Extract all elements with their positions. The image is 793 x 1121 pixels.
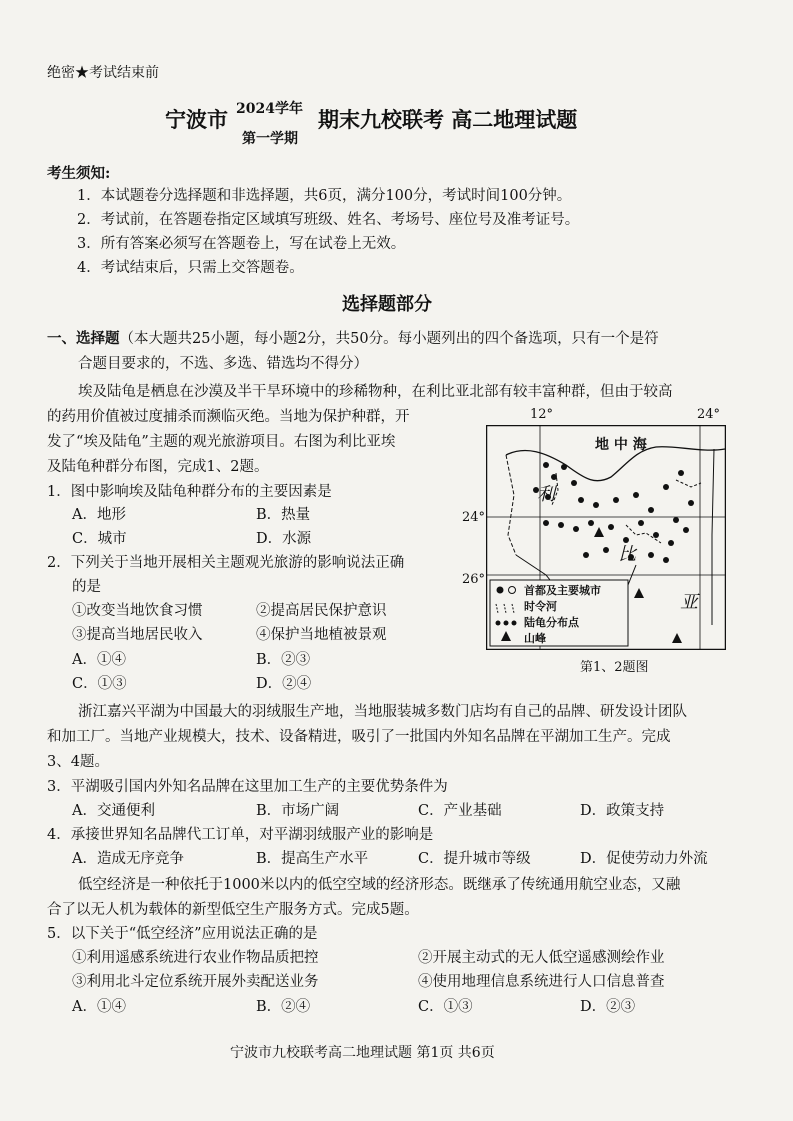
q1-option-a: A．地形 xyxy=(72,507,126,523)
passage-line: 及陆龟种群分布图，完成1、2题。 xyxy=(47,459,269,475)
notice-item: 4．考试结束后，只需上交答题卷。 xyxy=(77,260,304,276)
passage-line: 和加工厂。当地产业规模大，技术、设备精进，吸引了一批国内外知名品牌在平湖加工生产。完成 xyxy=(47,729,671,745)
title-semester: 第一学期 xyxy=(242,131,298,147)
title-city: 宁波市 xyxy=(165,107,228,132)
question-5-stem: 5．以下关于“低空经济”应用说法正确的是 xyxy=(47,926,318,942)
map-sea-label: 地 中 海 xyxy=(595,437,647,453)
question-3-stem: 3．平湖吸引国内外知名品牌在这里加工生产的主要优势条件为 xyxy=(47,779,448,795)
part-heading: 一、选择题 xyxy=(47,330,120,347)
passage-line: 浙江嘉兴平湖为中国最大的羽绒服生产地，当地服装城多数门店均有自己的品牌、研发设计团队 xyxy=(78,704,687,720)
part-desc: （本大题共25小题，每小题2分，共50分。每小题列出的四个备选项，只有一个是符 xyxy=(119,331,659,347)
q5-option-b: B．②④ xyxy=(256,999,311,1015)
legend-tortoise: 陆龟分布点 xyxy=(524,616,579,629)
q4-option-c: C．提升城市等级 xyxy=(418,851,531,867)
q1-option-c: C．城市 xyxy=(72,531,127,547)
q2-statement-3: ③提高当地居民收入 xyxy=(72,627,203,643)
q3-option-b: B．市场广阔 xyxy=(256,803,340,819)
q4-option-a: A．造成无序竞争 xyxy=(72,851,184,867)
q3-option-d: D．政策支持 xyxy=(580,803,665,819)
passage-line: 低空经济是一种依托于1000米以内的低空空域的经济形态。既继承了传统通用航空业态，又融 xyxy=(78,877,681,893)
map-country-char-1: 利 xyxy=(537,484,555,505)
notice-item: 2．考试前，在答题卷指定区域填写班级、姓名、考场号、座位号及准考证号。 xyxy=(77,212,580,228)
map-lat-26: 26° xyxy=(462,572,486,587)
q1-option-b: B．热量 xyxy=(256,507,311,523)
passage-line: 3、4题。 xyxy=(47,754,109,770)
q2-option-a: A．①④ xyxy=(72,652,126,668)
map-country-char-3: 亚 xyxy=(680,592,698,613)
part-desc-cont: 合题目要求的，不选、多选、错选均不得分） xyxy=(78,356,368,372)
question-1-stem: 1．图中影响埃及陆龟种群分布的主要因素是 xyxy=(47,484,332,500)
legend-peak: 山峰 xyxy=(524,632,546,645)
q2-statement-2: ②提高居民保护意识 xyxy=(256,603,387,619)
passage-line: 的药用价值被过度捕杀而濒临灭绝。当地为保护种群，开 xyxy=(47,409,410,425)
q5-statement-1: ①利用遥感系统进行农业作物品质把控 xyxy=(72,950,319,966)
q1-option-d: D．水源 xyxy=(256,531,312,547)
page-footer: 宁波市九校联考高二地理试题 第1页 共6页 xyxy=(230,1045,495,1061)
passage-line: 埃及陆龟是栖息在沙漠及半干旱环境中的珍稀物种，在利比亚北部有较丰富种群，但由于较高 xyxy=(78,384,673,400)
q3-option-a: A．交通便利 xyxy=(72,803,155,819)
q4-option-d: D．促使劳动力外流 xyxy=(580,851,708,867)
notice-item: 3．所有答案必须写在答题卷上，写在试卷上无效。 xyxy=(77,236,406,252)
legend-river: 时令河 xyxy=(524,600,557,613)
figure-caption: 第1、2题图 xyxy=(580,660,649,675)
confidential-label: 绝密★考试结束前 xyxy=(47,65,159,81)
q2-option-d: D．②④ xyxy=(256,676,312,692)
section-title: 选择题部分 xyxy=(342,294,432,315)
notice-item: 1．本试题卷分选择题和非选择题，共6页，满分100分，考试时间100分钟。 xyxy=(77,188,572,204)
passage-line: 发了“埃及陆龟”主题的观光旅游项目。右图为利比亚埃 xyxy=(47,434,396,450)
map-country-char-2: 比 xyxy=(618,544,636,565)
q5-statement-4: ④使用地理信息系统进行人口信息普查 xyxy=(418,974,665,990)
q2-option-b: B．②③ xyxy=(256,652,311,668)
q3-option-c: C．产业基础 xyxy=(418,803,502,819)
title-year: 2024学年 xyxy=(236,101,303,117)
q5-option-a: A．①④ xyxy=(72,999,126,1015)
part-heading-line xyxy=(47,327,659,348)
passage-line: 合了以无人机为载体的新型低空生产服务方式。完成5题。 xyxy=(47,902,419,918)
page-title: 期末九校联考 高二地理试题 xyxy=(318,107,578,132)
libya-tortoise-map xyxy=(486,425,726,650)
q5-statement-3: ③利用北斗定位系统开展外卖配送业务 xyxy=(72,974,319,990)
question-2-stem-cont: 的是 xyxy=(72,579,101,595)
question-2-stem: 2．下列关于当地开展相关主题观光旅游的影响说法正确 xyxy=(47,555,405,571)
q2-statement-1: ①改变当地饮食习惯 xyxy=(72,603,203,619)
q4-option-b: B．提高生产水平 xyxy=(256,851,369,867)
q2-statement-4: ④保护当地植被景观 xyxy=(256,627,387,643)
q5-option-c: C．①③ xyxy=(418,999,473,1015)
q5-statement-2: ②开展主动式的无人低空遥感测绘作业 xyxy=(418,950,665,966)
q5-option-d: D．②③ xyxy=(580,999,636,1015)
notice-title: 考生须知: xyxy=(47,165,111,182)
legend-city: 首都及主要城市 xyxy=(524,584,601,597)
q2-option-c: C．①③ xyxy=(72,676,127,692)
map-lat-24: 24° xyxy=(462,510,486,525)
question-4-stem: 4．承接世界知名品牌代工订单，对平湖羽绒服产业的影响是 xyxy=(47,827,434,843)
map-lon-12: 12° xyxy=(530,407,554,422)
map-lon-24: 24° xyxy=(697,407,721,422)
